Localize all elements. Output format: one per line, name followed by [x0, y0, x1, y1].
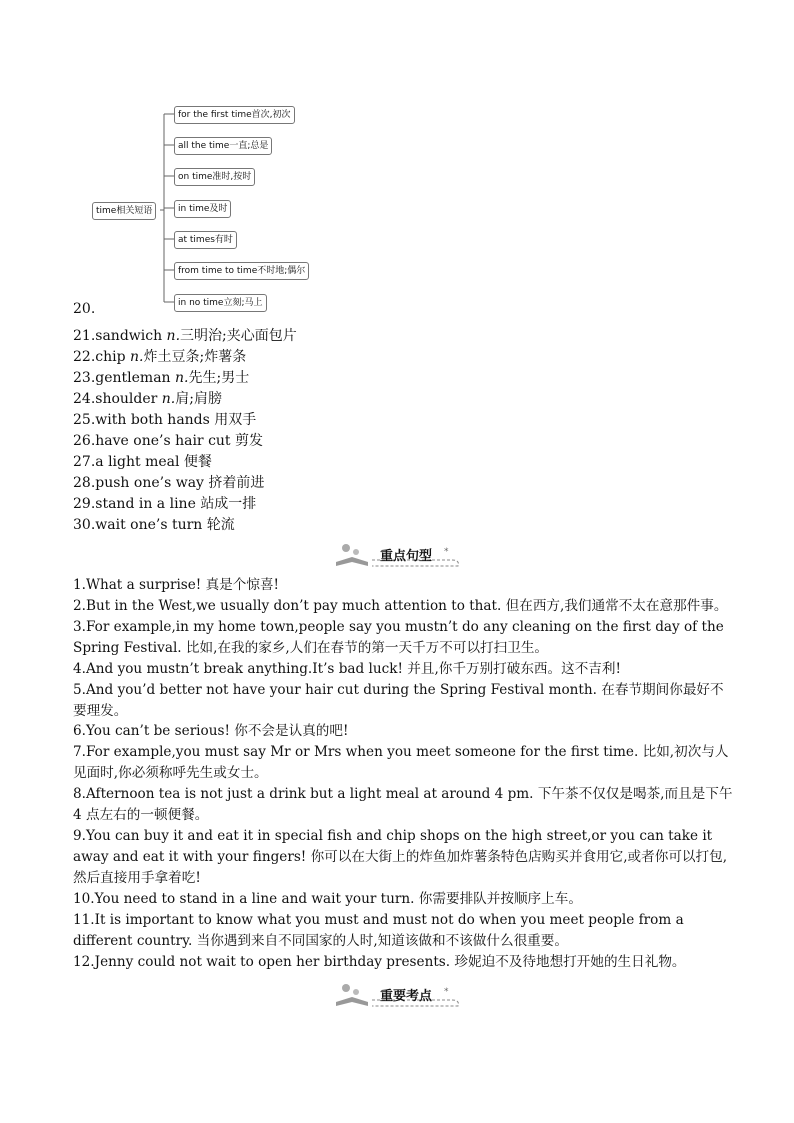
mindmap-branch: at times有时 — [174, 231, 237, 249]
svg-text:*: * — [444, 987, 449, 997]
sentence-item: 10.You need to stand in a line and wait your turn. 你需要排队并按顺序上车。 — [73, 891, 582, 907]
sentence-item: 11.It is important to know what you must and must not do when you meet people from a different country. 当你遇到来自不同国家的人时,知道该做和不该做什么很重要。 — [73, 912, 684, 949]
mindmap-branch: on time准时,按时 — [174, 168, 255, 186]
vocab-item: 28.push one’s way 挤着前进 — [73, 475, 265, 491]
vocab-item: 23.gentleman n.先生;男士 — [73, 370, 250, 386]
vocab-item: 29.stand in a line 站成一排 — [73, 496, 257, 512]
sentence-item: 1.What a surprise! 真是个惊喜! — [73, 577, 280, 593]
item-20-number: 20. — [73, 301, 96, 317]
section-header-key-sentences — [332, 540, 462, 570]
sentence-item: 7.For example,you must say Mr or Mrs when you meet someone for the first time. 比如,初次与人见面时,你必须称呼先生或女士。 — [73, 744, 729, 781]
section-title: 重点句型 — [380, 549, 433, 564]
mindmap-branch: for the first time首次,初次 — [174, 106, 295, 124]
vocab-item: 27.a light meal 便餐 — [73, 454, 212, 470]
vocab-item: 26.have one’s hair cut 剪发 — [73, 433, 264, 449]
vocab-item: 21.sandwich n.三明治;夹心面包片 — [73, 328, 297, 344]
sentence-item: 2.But in the West,we usually don’t pay much attention to that. 但在西方,我们通常不太在意那件事。 — [73, 598, 728, 614]
vocab-item: 25.with both hands 用双手 — [73, 412, 257, 428]
sentence-item: 9.You can buy it and eat it in special fish and chip shops on the high street,or you can take it away and eat it with your fingers! 你可以在大街上的炸鱼加炸薯条特色店购买并食用它,或者你可以打包,然后直接用手拿着吃! — [73, 828, 728, 886]
sentence-item: 4.And you mustn’t break anything.It’s bad luck! 并且,你千万别打破东西。这不吉利! — [73, 661, 621, 677]
sentence-item: 8.Afternoon tea is not just a drink but a light meal at around 4 pm. 下午茶不仅仅是喝茶,而且是下午 4 点左右的一顿便餐。 — [73, 786, 733, 823]
sentence-item: 3.For example,in my home town,people say you mustn’t do any cleaning on the first day of the Spring Festival. 比如,在我的家乡,人们在春节的第一天千万不可以打扫卫生。 — [73, 619, 724, 656]
mindmap-branch: all the time一直;总是 — [174, 137, 272, 155]
sentence-item: 12.Jenny could not wait to open her birthday presents. 珍妮迫不及待地想打开她的生日礼物。 — [73, 954, 686, 970]
sentence-item: 5.And you’d better not have your hair cut during the Spring Festival month. 在春节期间你最好不要理发。 — [73, 682, 724, 719]
svg-text:*: * — [444, 547, 449, 557]
section-title: 重要考点 — [380, 989, 433, 1004]
vocab-item: 22.chip n.炸土豆条;炸薯条 — [73, 349, 247, 365]
sentence-item: 6.You can’t be serious! 你不会是认真的吧! — [73, 723, 349, 739]
section-header-key-points — [332, 980, 462, 1010]
time-phrases-mindmap — [88, 100, 328, 318]
vocab-item: 24.shoulder n.肩;肩膀 — [73, 391, 222, 407]
vocab-item: 30.wait one’s turn 轮流 — [73, 517, 235, 533]
mindmap-branch: from time to time不时地;偶尔 — [174, 262, 309, 280]
mindmap-branch: in no time立刻;马上 — [174, 294, 267, 312]
mindmap-root: time相关短语 — [92, 202, 156, 220]
mindmap-branch: in time及时 — [174, 200, 231, 218]
